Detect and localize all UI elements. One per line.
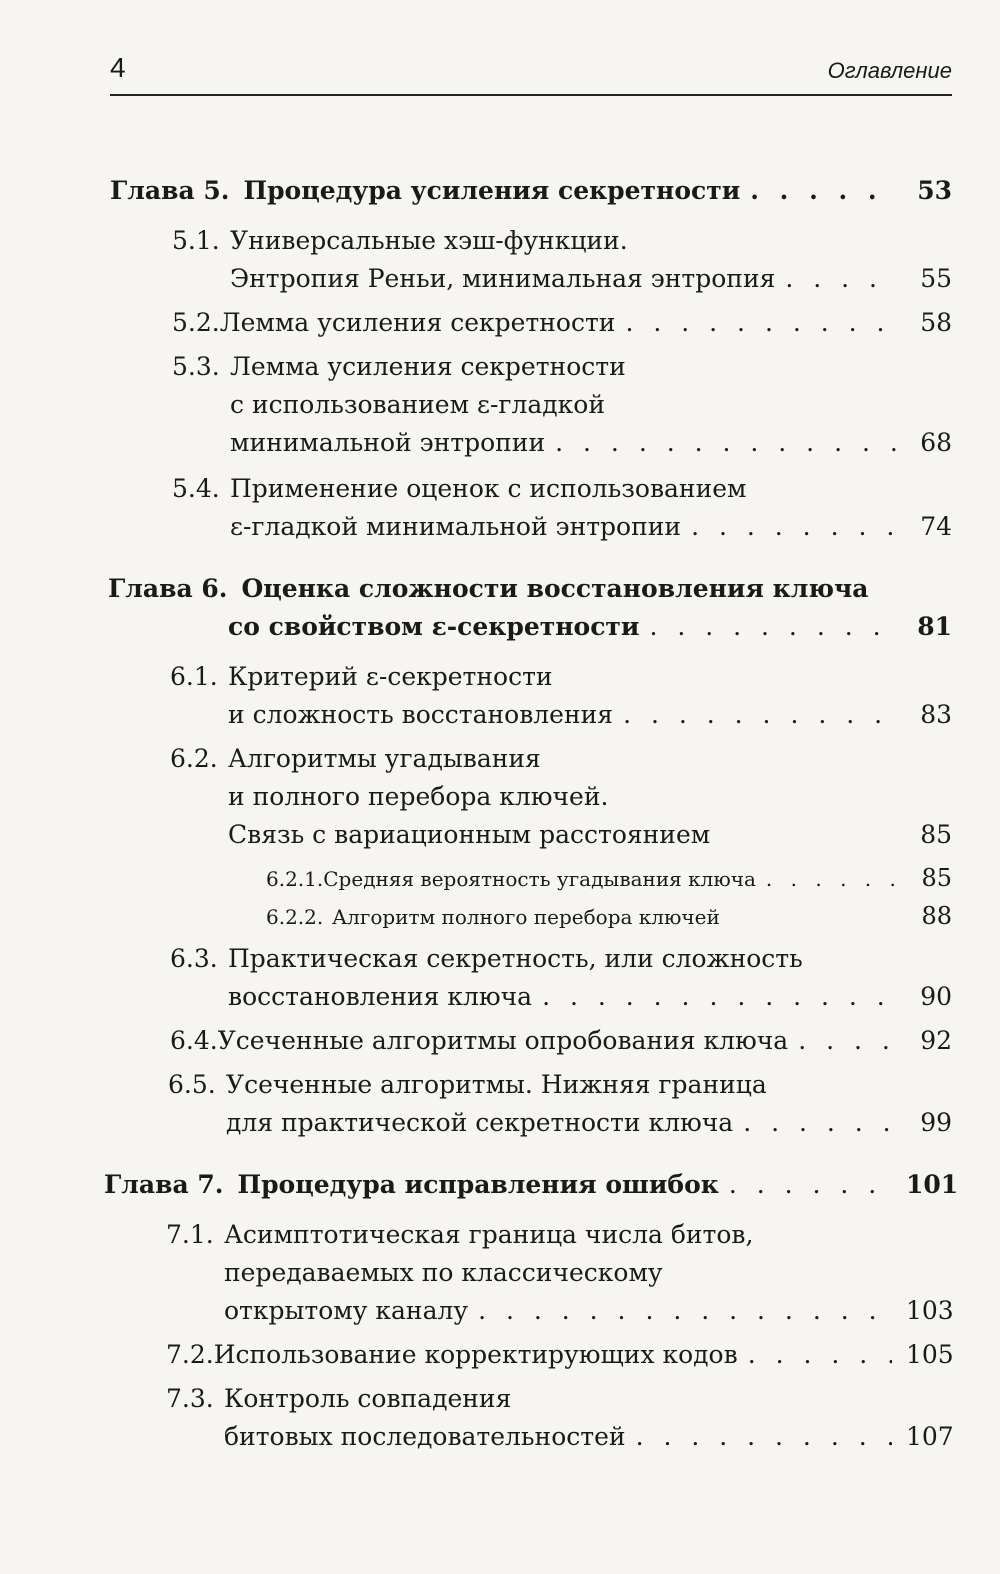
chapter-title: Процедура исправления ошибок <box>237 1170 719 1199</box>
page-number: 4 <box>110 52 126 83</box>
section-number: 5.1. <box>172 226 220 255</box>
chapter-page: 81 <box>917 612 952 641</box>
section-number: 5.3. <box>172 352 220 381</box>
chapter-label: Глава 5. <box>110 176 230 205</box>
toc-section-5-1[interactable] <box>172 226 952 260</box>
toc-chapter-7[interactable] <box>104 1170 959 1204</box>
leader-dots <box>478 1296 892 1325</box>
chapter-label: Глава 7. <box>104 1170 224 1199</box>
leader-dots <box>785 264 898 293</box>
leader-dots <box>729 1170 892 1199</box>
toc-chapter-5[interactable] <box>110 176 952 210</box>
section-page: 92 <box>920 1026 952 1055</box>
section-page: 55 <box>920 264 952 293</box>
section-title: минимальной энтропии <box>230 428 546 457</box>
section-title: Усеченные алгоритмы опробования ключа <box>217 1026 789 1055</box>
section-title: Алгоритмы угадывания <box>228 744 541 773</box>
section-title: Практическая секретность, или сложность <box>228 944 803 973</box>
section-page: 68 <box>920 428 952 457</box>
toc-section-6-5[interactable] <box>168 1070 952 1104</box>
toc-section-6-3[interactable] <box>170 944 952 978</box>
toc-section-6-2-cont2[interactable] <box>228 820 952 854</box>
section-title: Лемма усиления секретности <box>219 308 616 337</box>
section-number: 5.2. <box>172 308 220 337</box>
subsection-page: 85 <box>921 864 952 892</box>
toc-section-5-3-cont1[interactable] <box>230 390 952 424</box>
toc-section-7-2[interactable] <box>166 1340 954 1374</box>
section-page: 105 <box>906 1340 954 1369</box>
section-page: 74 <box>920 512 952 541</box>
leader-dots <box>691 512 898 541</box>
leader-dots <box>766 867 898 891</box>
section-title: Асимптотическая граница числа битов, <box>224 1220 754 1249</box>
toc-chapter-6-cont[interactable] <box>228 612 952 646</box>
section-page: 99 <box>920 1108 952 1137</box>
toc-section-6-1-cont[interactable] <box>228 700 952 734</box>
header-rule <box>110 94 952 96</box>
leader-dots <box>743 1108 898 1137</box>
chapter-title: Процедура усиления секретности <box>243 176 741 205</box>
subsection-title: Средняя вероятность угадывания ключа <box>323 867 756 891</box>
section-number: 6.2. <box>170 744 218 773</box>
toc-subsection-6-2-1[interactable] <box>266 864 952 898</box>
toc-chapter-6[interactable] <box>108 574 952 608</box>
section-number: 7.1. <box>166 1220 214 1249</box>
section-number: 7.2. <box>166 1340 214 1369</box>
section-title: открытому каналу <box>224 1296 469 1325</box>
leader-dots <box>625 308 898 337</box>
chapter-title: со свойством ε-секретности <box>228 612 640 641</box>
section-page: 83 <box>920 700 952 729</box>
toc-section-6-1[interactable] <box>170 662 952 696</box>
section-number: 7.3. <box>166 1384 214 1413</box>
page-header <box>110 52 952 92</box>
section-page: 58 <box>920 308 952 337</box>
toc-section-6-4[interactable] <box>170 1026 952 1060</box>
section-title: Контроль совпадения <box>224 1384 512 1413</box>
section-title: и сложность восстановления <box>228 700 614 729</box>
leader-dots <box>555 428 898 457</box>
chapter-page: 101 <box>906 1170 959 1199</box>
section-number: 6.5. <box>168 1070 216 1099</box>
leader-dots <box>623 700 898 729</box>
leader-dots <box>542 982 898 1011</box>
section-number: 5.4. <box>172 474 220 503</box>
chapter-title: Оценка сложности восстановления ключа <box>241 574 869 603</box>
section-title: Энтропия Реньи, минимальная энтропия <box>230 264 776 293</box>
subsection-number: 6.2.1. <box>266 867 324 891</box>
toc-section-6-3-cont[interactable] <box>228 982 952 1016</box>
subsection-number: 6.2.2. <box>266 905 324 929</box>
toc-section-5-1-cont[interactable] <box>230 264 952 298</box>
toc-section-6-2-cont1[interactable] <box>228 782 952 816</box>
running-title: Оглавление <box>827 58 952 83</box>
section-title: с использованием ε-гладкой <box>230 390 606 419</box>
toc-section-7-1-cont1[interactable] <box>224 1258 946 1292</box>
section-title: и полного перебора ключей. <box>228 782 609 811</box>
section-title: Универсальные хэш-функции. <box>230 226 628 255</box>
leader-dots <box>636 1422 892 1451</box>
toc-section-5-3[interactable] <box>172 352 952 386</box>
section-title: Связь с вариационным расстоянием <box>228 820 711 849</box>
section-title: передаваемых по классическому <box>224 1258 663 1287</box>
section-page: 85 <box>920 820 952 849</box>
section-title: битовых последовательностей <box>224 1422 626 1451</box>
toc-section-7-1-cont2[interactable] <box>224 1296 954 1330</box>
leader-dots <box>798 1026 898 1055</box>
section-title: Применение оценок с использованием <box>230 474 747 503</box>
toc-section-7-1[interactable] <box>166 1220 946 1254</box>
subsection-title: Алгоритм полного перебора ключей <box>332 905 720 929</box>
section-title: Лемма усиления секретности <box>230 352 626 381</box>
section-title: Усеченные алгоритмы. Нижняя граница <box>226 1070 767 1099</box>
section-page: 90 <box>920 982 952 1011</box>
toc-section-7-3-cont[interactable] <box>224 1422 954 1456</box>
section-title: восстановления ключа <box>228 982 533 1011</box>
toc-section-5-4-cont[interactable] <box>230 512 952 546</box>
section-title: Критерий ε-секретности <box>228 662 553 691</box>
section-number: 6.3. <box>170 944 218 973</box>
section-page: 107 <box>906 1422 954 1451</box>
subsection-page: 88 <box>921 902 952 930</box>
toc-section-5-4[interactable] <box>172 474 952 508</box>
section-title: Использование корректирующих кодов <box>213 1340 738 1369</box>
section-number: 6.4. <box>170 1026 218 1055</box>
section-page: 103 <box>906 1296 954 1325</box>
toc-section-5-3-cont2[interactable] <box>230 428 952 462</box>
section-title: для практической секретности ключа <box>226 1108 734 1137</box>
section-number: 6.1. <box>170 662 218 691</box>
chapter-label: Глава 6. <box>108 574 228 603</box>
leader-dots <box>649 612 898 641</box>
leader-dots <box>748 1340 892 1369</box>
section-title: ε-гладкой минимальной энтропии <box>230 512 682 541</box>
toc-section-7-3[interactable] <box>166 1384 946 1418</box>
leader-dots <box>750 176 898 205</box>
toc-section-6-2[interactable] <box>170 744 952 778</box>
chapter-page: 53 <box>917 176 952 205</box>
toc-section-6-5-cont[interactable] <box>226 1108 952 1142</box>
toc-subsection-6-2-2[interactable] <box>266 902 952 936</box>
toc-section-5-2[interactable] <box>172 308 952 342</box>
